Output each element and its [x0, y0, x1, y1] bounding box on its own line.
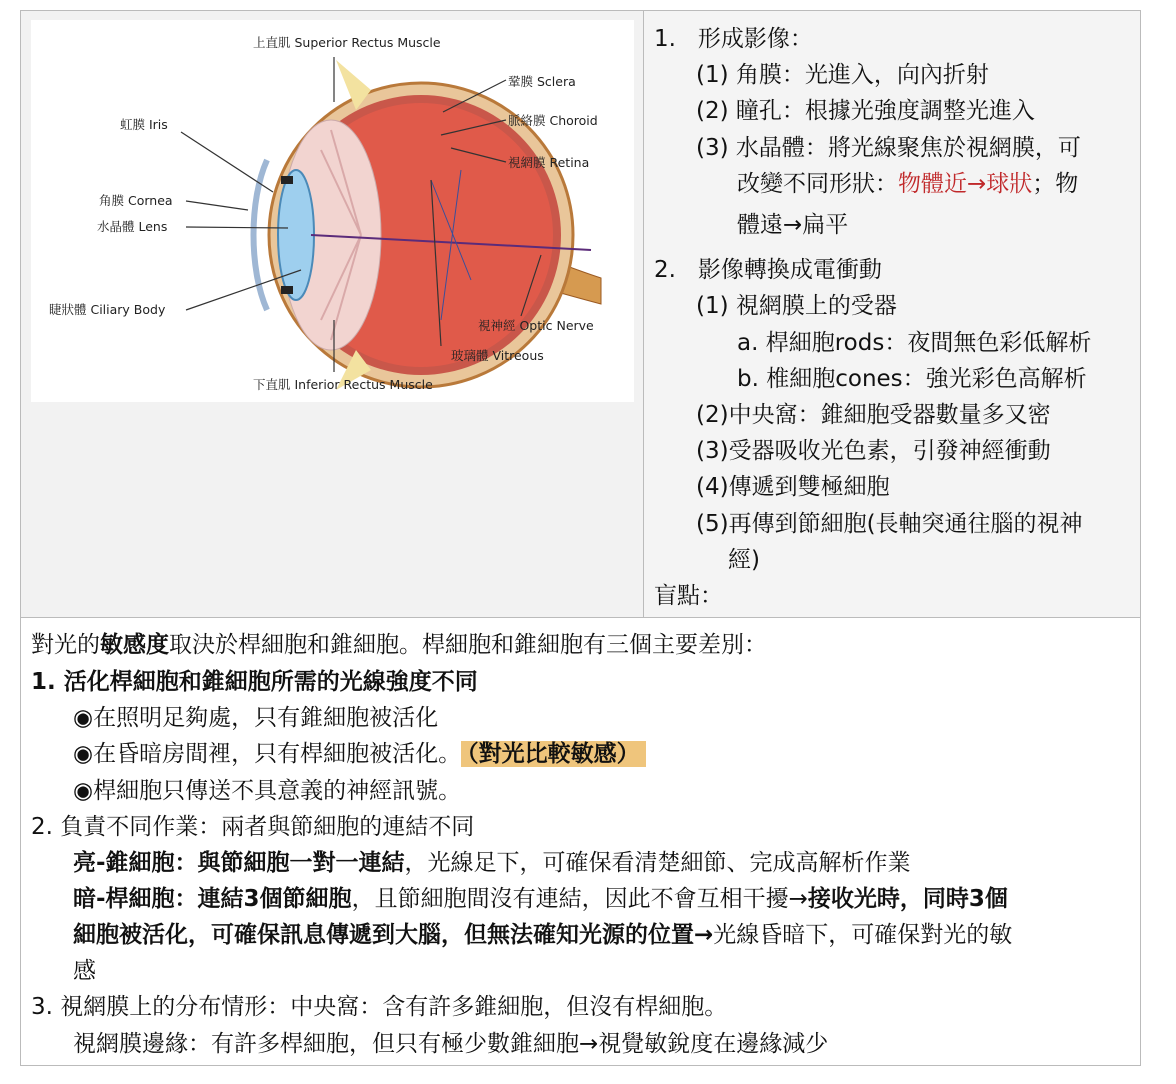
text-line: (1) 角膜：光進入，向內折射: [696, 62, 989, 88]
text: ；物: [1032, 171, 1079, 197]
text: ◉在昏暗房間裡，只有桿細胞被活化。: [73, 741, 462, 767]
label-retina: 視網膜 Retina: [508, 155, 590, 170]
bold-text: 接收光時，同時3個: [807, 886, 1008, 912]
text-line: 感: [73, 958, 96, 984]
label-optic-nerve: 視神經 Optic Nerve: [478, 318, 594, 333]
text: ，且節細胞間沒有連結，因此不會互相干擾→: [351, 886, 808, 912]
heading-point-2: 2. 負責不同作業：兩者與節細胞的連結不同: [31, 814, 475, 840]
label-cornea: 角膜 Cornea: [99, 193, 173, 208]
text-line: [31, 627, 767, 663]
label-ciliary-body: 睫狀體 Ciliary Body: [49, 302, 166, 317]
bold-text: 暗-桿細胞：連結3個節細胞: [73, 886, 352, 912]
diagram-cell: [21, 11, 644, 618]
highlight-red-text: 物體近→球狀: [898, 171, 1033, 197]
text-line: (4)傳遞到雙極細胞: [696, 474, 890, 500]
text: 改變不同形狀：: [737, 171, 898, 197]
text-line: [73, 845, 911, 881]
bullet-item: ◉在照明足夠處，只有錐細胞被活化: [73, 705, 439, 731]
text-line: [73, 917, 1012, 953]
notes-table: [20, 10, 1141, 1066]
highlighted-note: （對光比較敏感）: [461, 741, 646, 767]
text-line: (5)再傳到節細胞(長軸突通往腦的視神: [696, 511, 1083, 537]
text-line: (3)受器吸收光色素，引發神經衝動: [696, 438, 1051, 464]
bold-text: 細胞被活化，可確保訊息傳遞到大腦，但無法確知光源的位置→: [73, 922, 714, 948]
text: 取決於桿細胞和錐細胞。桿細胞和錐細胞有三個主要差別：: [169, 632, 767, 658]
heading-image-conversion: 2. 影像轉換成電衝動: [654, 257, 882, 283]
text-line: a. 桿細胞rods：夜間無色彩低解析: [737, 330, 1092, 356]
text-line: (1) 視網膜上的受器: [696, 293, 897, 319]
text-line: [73, 881, 1008, 917]
text-line: [737, 166, 1078, 202]
bullet-item: ◉桿細胞只傳送不具意義的神經訊號。: [73, 778, 462, 804]
label-choroid: 脈絡膜 Choroid: [508, 113, 598, 128]
label-sclera: 鞏膜 Sclera: [508, 74, 576, 89]
text-line: (3) 水晶體：將光線聚焦於視網膜，可: [696, 135, 1081, 161]
label-superior-rectus: 上直肌 Superior Rectus Muscle: [253, 35, 441, 50]
heading-point-1: 1. 活化桿細胞和錐細胞所需的光線強度不同: [31, 669, 478, 695]
text: 對光的: [31, 632, 100, 658]
text-line: 經): [728, 547, 760, 573]
label-iris: 虹膜 Iris: [120, 117, 168, 132]
heading-point-3: 3. 視網膜上的分布情形：中央窩：含有許多錐細胞，但沒有桿細胞。: [31, 994, 728, 1020]
text-line: 體遠→扁平: [737, 212, 849, 238]
label-inferior-rectus: 下直肌 Inferior Rectus Muscle: [253, 377, 433, 392]
text-blind-spot: 盲點：: [654, 583, 723, 609]
bold-text: 亮-錐細胞：與節細胞一對一連結: [73, 850, 405, 876]
text: 光線昏暗下，可確保對光的敏: [713, 922, 1013, 948]
bullet-item: [73, 736, 646, 772]
text-line: b. 椎細胞cones：強光彩色高解析: [737, 366, 1087, 392]
text: ，光線足下，可確保看清楚細節、完成高解析作業: [404, 850, 911, 876]
function-notes-cell: [644, 11, 1140, 618]
bold-text: 敏感度: [100, 632, 169, 658]
text-line: (2) 瞳孔：根據光強度調整光進入: [696, 98, 1035, 124]
heading-image-formation: 1. 形成影像：: [654, 26, 813, 52]
text-line: 視網膜邊緣：有許多桿細胞，但只有極少數錐細胞→視覺敏銳度在邊緣減少: [73, 1031, 829, 1057]
label-lens: 水晶體 Lens: [97, 219, 168, 234]
label-vitreous: 玻璃體 Vitreous: [451, 348, 544, 363]
eye-anatomy-diagram: [31, 20, 634, 402]
text-line: (2)中央窩：錐細胞受器數量多又密: [696, 402, 1051, 428]
